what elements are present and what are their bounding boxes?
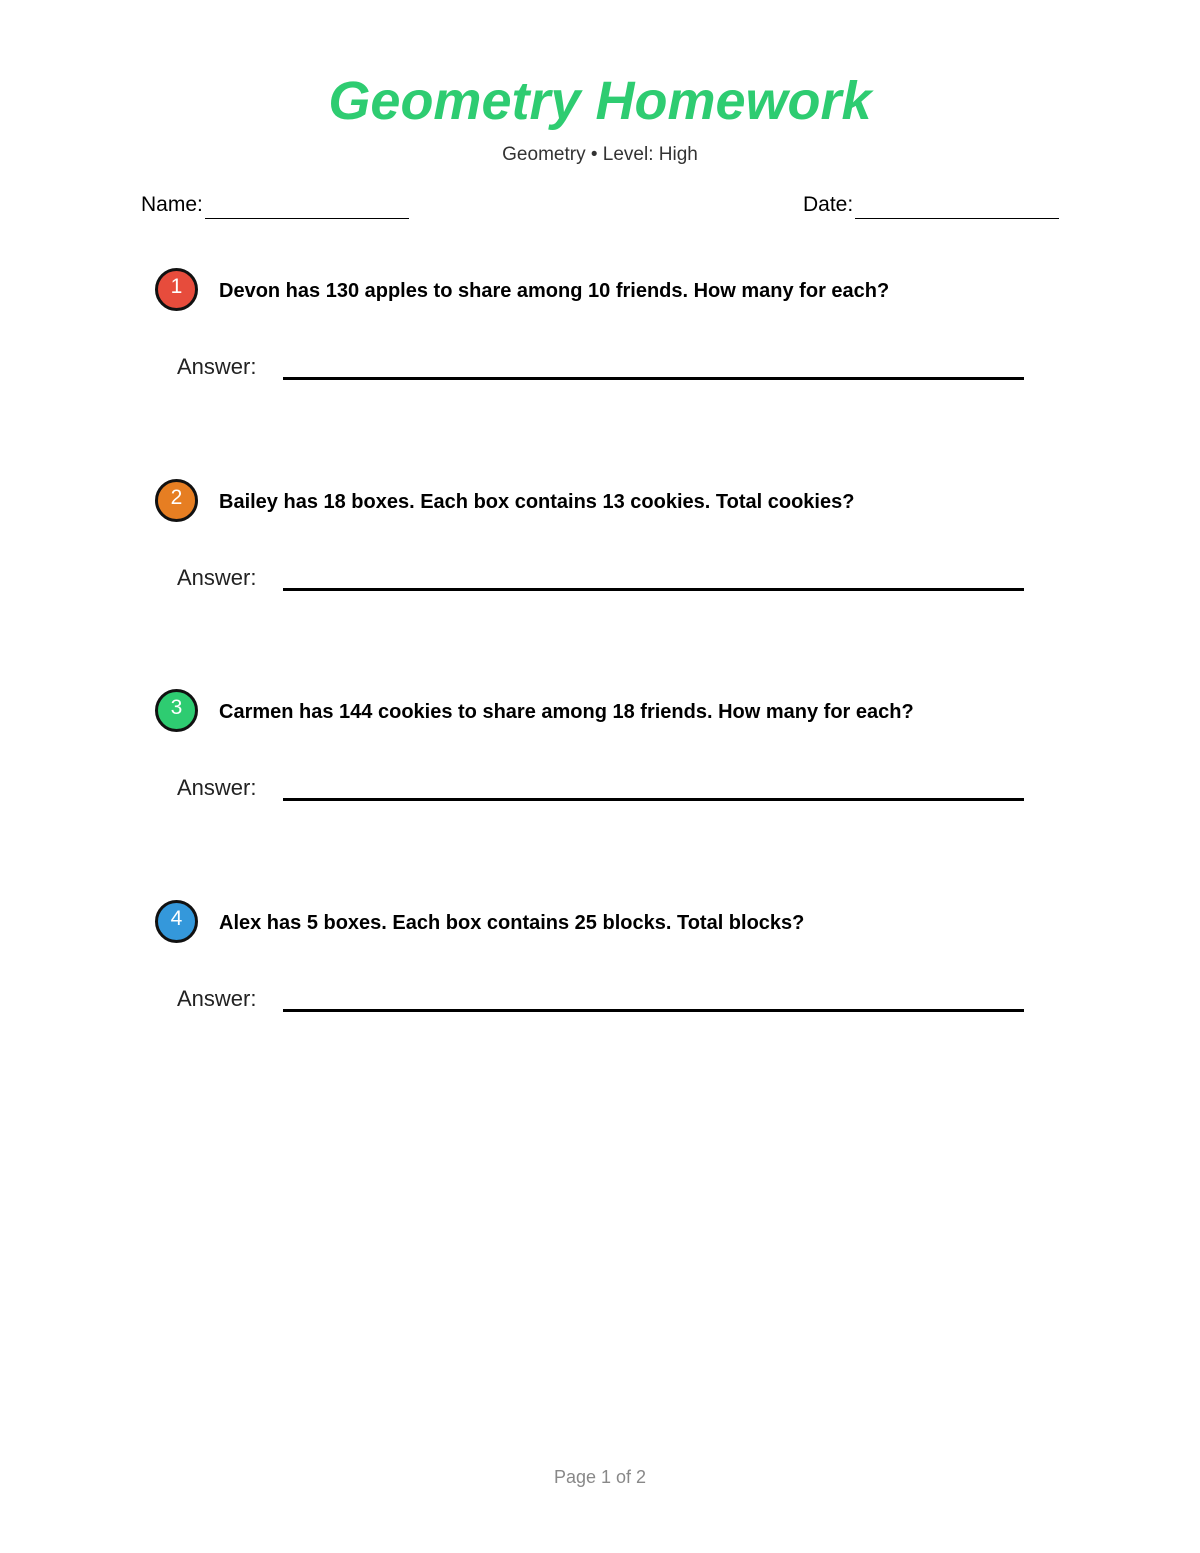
question-text: Devon has 130 apples to share among 10 friends. How many for each? — [219, 280, 890, 302]
answer-line[interactable] — [283, 798, 1024, 801]
answer-line[interactable] — [283, 588, 1024, 591]
question-number-badge: 1 — [155, 268, 198, 311]
answer-line[interactable] — [283, 377, 1024, 380]
question-number-badge: 3 — [155, 689, 198, 732]
name-field[interactable] — [141, 191, 409, 219]
question-text: Bailey has 18 boxes. Each box contains 13 cookies. Total cookies? — [219, 491, 855, 513]
date-line[interactable] — [855, 196, 1059, 219]
answer-label: Answer: — [177, 354, 257, 379]
page-subtitle: Geometry • Level: High — [502, 144, 698, 165]
name-line[interactable] — [205, 196, 409, 219]
question-number-badge: 4 — [155, 900, 198, 943]
answer-label: Answer: — [177, 565, 257, 590]
answer-label: Answer: — [177, 775, 257, 800]
answer-label: Answer: — [177, 986, 257, 1011]
name-label: Name: — [141, 193, 203, 216]
question-text: Alex has 5 boxes. Each box contains 25 blocks. Total blocks? — [219, 912, 805, 934]
question-number-badge: 2 — [155, 479, 198, 522]
date-field[interactable] — [803, 191, 1059, 219]
question-text: Carmen has 144 cookies to share among 18 friends. How many for each? — [219, 701, 914, 723]
page-title: Geometry Homework — [328, 71, 872, 131]
page-number: Page 1 of 2 — [553, 1467, 647, 1487]
answer-line[interactable] — [283, 1009, 1024, 1012]
date-label: Date: — [803, 193, 854, 216]
